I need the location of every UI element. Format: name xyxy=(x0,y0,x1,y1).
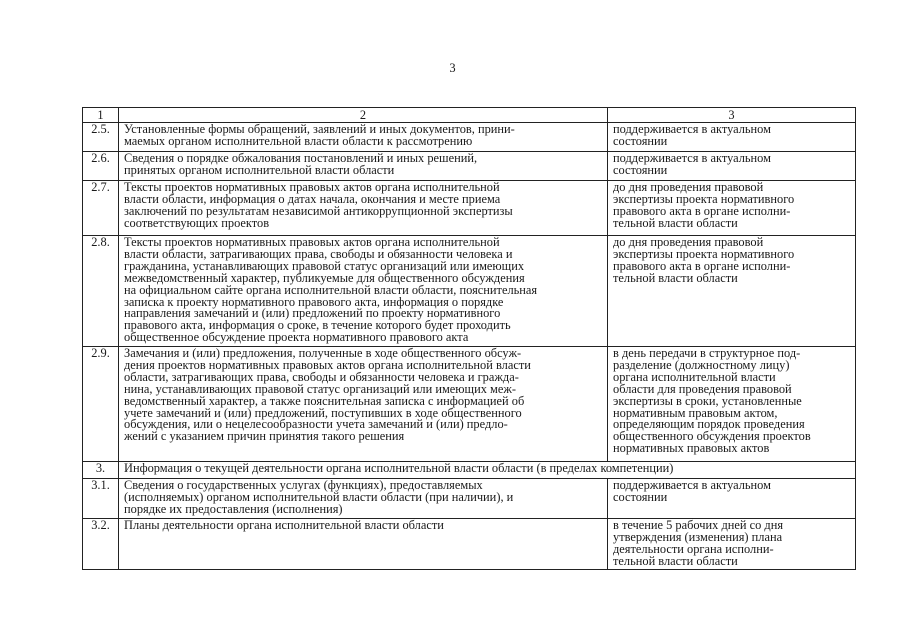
section-title: Информация о текущей деятельности органа исполнительной власти области (в пределах компетенции) xyxy=(119,462,856,479)
row-term: в день передачи в структурное под- разделение (должностному лицу) органа исполнительной власти области для проведения правовой экспертизы в сроки, установленные нормативным правовым актом, определяющим порядок проведения общественного обсуждения проектов нормативных правовых актов xyxy=(608,347,856,462)
header-col-3: 3 xyxy=(608,108,856,123)
row-number: 3.2. xyxy=(83,519,119,570)
row-term: до дня проведения правовой экспертизы проекта нормативного правового акта в органе исполни- тельной власти области xyxy=(608,236,856,347)
table-row xyxy=(83,519,856,570)
header-col-2: 2 xyxy=(119,108,608,123)
row-description: Тексты проектов нормативных правовых актов органа исполнительной власти области, затрагивающих права, свободы и обязанности человека и гражданина, устанавливающих правовой статус организаций или имеющих межведомственный характер, публикуемые для общественного обсуждения на официальном сайте органа исполнительной власти области, пояснительная записка к проекту нормативного правового акта, информация о порядке направления замечаний и (или) предложений по проекту нормативного правового акта, информация о сроке, в течение которого будет проходить общественное обсуждение проекта нормативного правового акта xyxy=(119,236,608,347)
row-term: до дня проведения правовой экспертизы проекта нормативного правового акта в органе исполни- тельной власти области xyxy=(608,181,856,236)
row-number: 2.5. xyxy=(83,123,119,152)
row-description: Установленные формы обращений, заявлений и иных документов, прини- маемых органом исполнительной власти области к рассмотрению xyxy=(119,123,608,152)
row-description: Планы деятельности органа исполнительной власти области xyxy=(119,519,608,570)
row-term: поддерживается в актуальном состоянии xyxy=(608,123,856,152)
table-row xyxy=(83,347,856,462)
row-number: 2.6. xyxy=(83,152,119,181)
page-number: 3 xyxy=(449,61,456,75)
row-term: поддерживается в актуальном состоянии xyxy=(608,152,856,181)
row-description: Сведения о государственных услугах (функциях), предоставляемых (исполняемых) органом исполнительной власти области (при наличии), и порядке их предоставления (исполнения) xyxy=(119,479,608,519)
row-description: Замечания и (или) предложения, полученные в ходе общественного обсуж- дения проектов нормативных правовых актов органа исполнительной власти области, затрагивающих права, свободы и обязанности человека и гражда- нина, устанавливающих правовой статус организаций или имеющих меж- ведомственный характер, а также пояснительная записка с информацией об учете замечаний и (или) предложений, поступивших в ходе общественного обсуждения, или о нецелесообразности учета замечаний и (или) предло- жений с указанием причин принятия такого решения xyxy=(119,347,608,462)
row-number: 3.1. xyxy=(83,479,119,519)
row-term: поддерживается в актуальном состоянии xyxy=(608,479,856,519)
header-col-1: 1 xyxy=(83,108,119,123)
table-row xyxy=(83,479,856,519)
table-row xyxy=(83,236,856,347)
row-description: Тексты проектов нормативных правовых актов органа исполнительной власти области, информация о датах начала, окончания и месте приема заключений по результатам независимой антикоррупционной экспертизы соответствующих проектов xyxy=(119,181,608,236)
section-number: 3. xyxy=(83,462,119,479)
table-header-row xyxy=(83,108,856,123)
section-row xyxy=(83,462,856,479)
row-number: 2.7. xyxy=(83,181,119,236)
row-term: в течение 5 рабочих дней со дня утверждения (изменения) плана деятельности органа исполни- тельной власти области xyxy=(608,519,856,570)
row-number: 2.8. xyxy=(83,236,119,347)
row-number: 2.9. xyxy=(83,347,119,462)
information-table xyxy=(82,107,856,570)
table-row xyxy=(83,123,856,152)
table-row xyxy=(83,152,856,181)
table-row xyxy=(83,181,856,236)
row-description: Сведения о порядке обжалования постановлений и иных решений, принятых органом исполнительной власти области xyxy=(119,152,608,181)
